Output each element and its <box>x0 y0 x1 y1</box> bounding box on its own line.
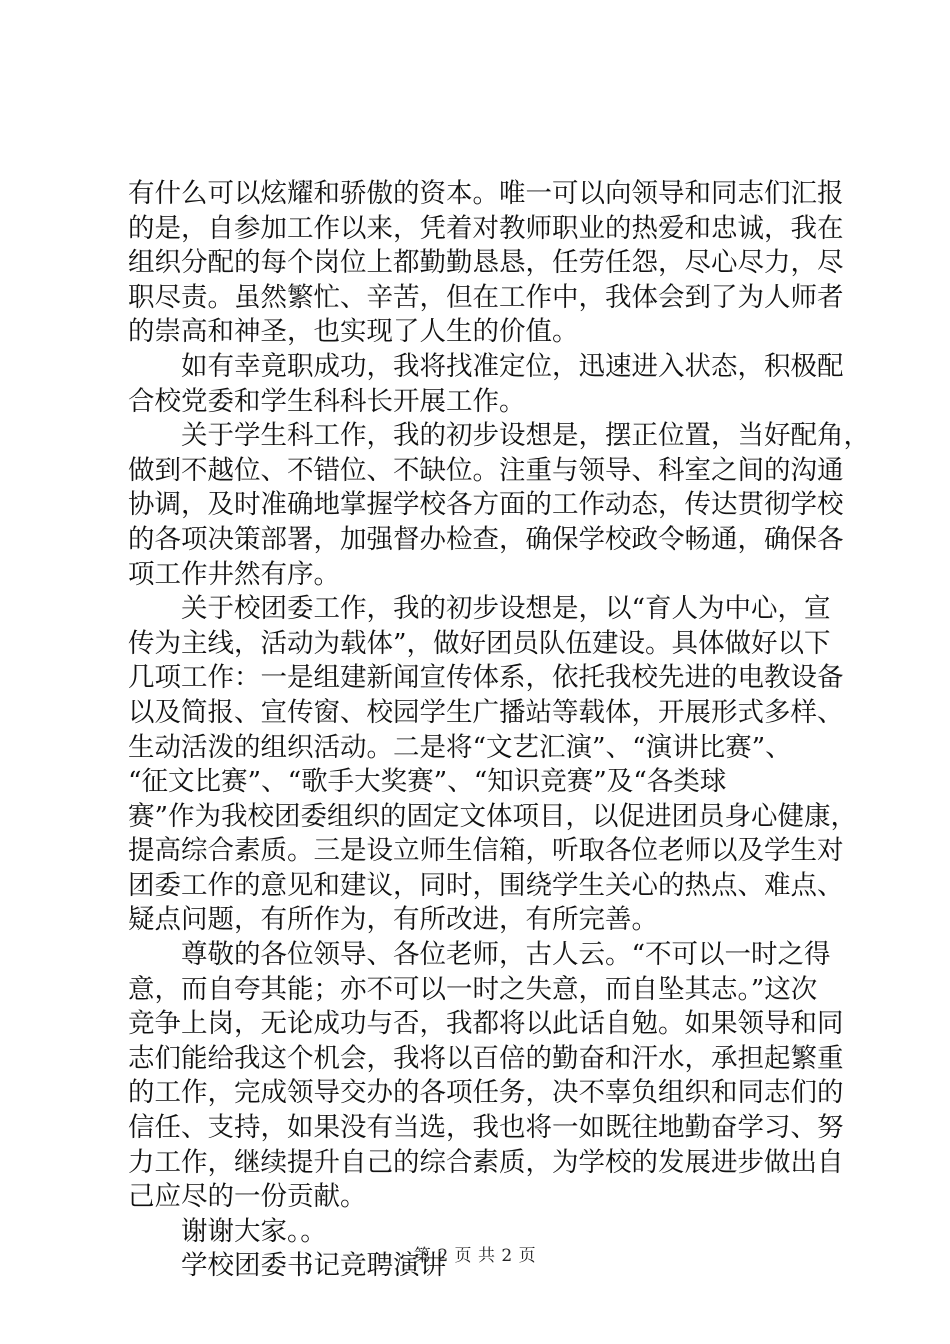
text-line: 组织分配的每个岗位上都勤勤恳恳，任劳任怨，尽心尽力，尽 <box>128 247 844 279</box>
text-line: 竞争上岗，无论成功与否，我都将以此话自勉。如果领导和同 <box>128 1008 844 1040</box>
text-line: 的工作，完成领导交办的各项任务，决不辜负组织和同志们的 <box>128 1077 844 1109</box>
text-line: 如有幸竟职成功，我将找准定位，迅速进入状态，积极配 <box>181 350 844 382</box>
text-line: 做到不越位、不错位、不缺位。注重与领导、科室之间的沟通 <box>128 454 844 486</box>
page-footer: 第 2 页 共 2 页 <box>413 1246 537 1266</box>
text-line: 几项工作：一是组建新闻宣传体系，依托我校先进的电教设备 <box>128 662 844 694</box>
text-line: 力工作，继续提升自己的综合素质，为学校的发展进步做出自 <box>128 1146 844 1178</box>
text-line: 尊敬的各位领导、各位老师，古人云。“不可以一时之得 <box>181 939 831 971</box>
text-line: 疑点问题，有所作为，有所改进，有所完善。 <box>128 904 658 936</box>
text-line: 志们能给我这个机会，我将以百倍的勤奋和汗水，承担起繁重 <box>128 1042 844 1074</box>
text-line: 学校团委书记竞聘演讲 <box>181 1250 446 1282</box>
text-line: 意，而自夸其能；亦不可以一时之失意，而自坠其志。”这次 <box>128 973 818 1005</box>
text-line: 生动活泼的组织活动。二是将“文艺汇演”、“演讲比赛”、 <box>128 731 792 763</box>
text-line: 的崇高和神圣，也实现了人生的价值。 <box>128 316 579 348</box>
text-line: 团委工作的意见和建议，同时，围绕学生关心的热点、难点、 <box>128 869 844 901</box>
text-line: 的各项决策部署，加强督办检查，确保学校政令畅通，确保各 <box>128 523 844 555</box>
text-line: 有什么可以炫耀和骄傲的资本。唯一可以向领导和同志们汇报 <box>128 178 844 209</box>
text-line: 合校党委和学生科科长开展工作。 <box>128 385 526 417</box>
text-line: 关于校团委工作，我的初步设想是，以“育人为中心，宣 <box>181 593 831 625</box>
text-line: 己应尽的一份贡献。 <box>128 1181 367 1213</box>
text-line: “征文比赛”、“歌手大奖赛”、“知识竞赛”及“各类球 <box>128 766 727 798</box>
text-line: 提高综合素质。三是设立师生信箱，听取各位老师以及学生对 <box>128 835 844 867</box>
text-line: 以及简报、宣传窗、校园学生广播站等载体，开展形式多样、 <box>128 696 844 728</box>
text-line: 关于学生科工作，我的初步设想是，摆正位置，当好配角， <box>181 420 870 452</box>
text-line: 的是，自参加工作以来，凭着对教师职业的热爱和忠诚，我在 <box>128 212 844 244</box>
text-line: 项工作井然有序。 <box>128 558 340 590</box>
text-line: 赛”作为我校团委组织的固定文体项目，以促进团员身心健康， <box>128 800 858 832</box>
text-line: 信任、支持，如果没有当选，我也将一如既往地勤奋学习、努 <box>128 1112 844 1144</box>
text-line: 传为主线，活动为载体”，做好团员队伍建设。具体做好以下 <box>128 627 831 659</box>
document-body <box>128 177 870 1284</box>
text-line: 协调，及时准确地掌握学校各方面的工作动态，传达贯彻学校 <box>128 489 844 521</box>
text-line: 职尽责。虽然繁忙、辛苦，但在工作中，我体会到了为人师者 <box>128 281 844 313</box>
text-line: 谢谢大家。。 <box>181 1215 327 1247</box>
